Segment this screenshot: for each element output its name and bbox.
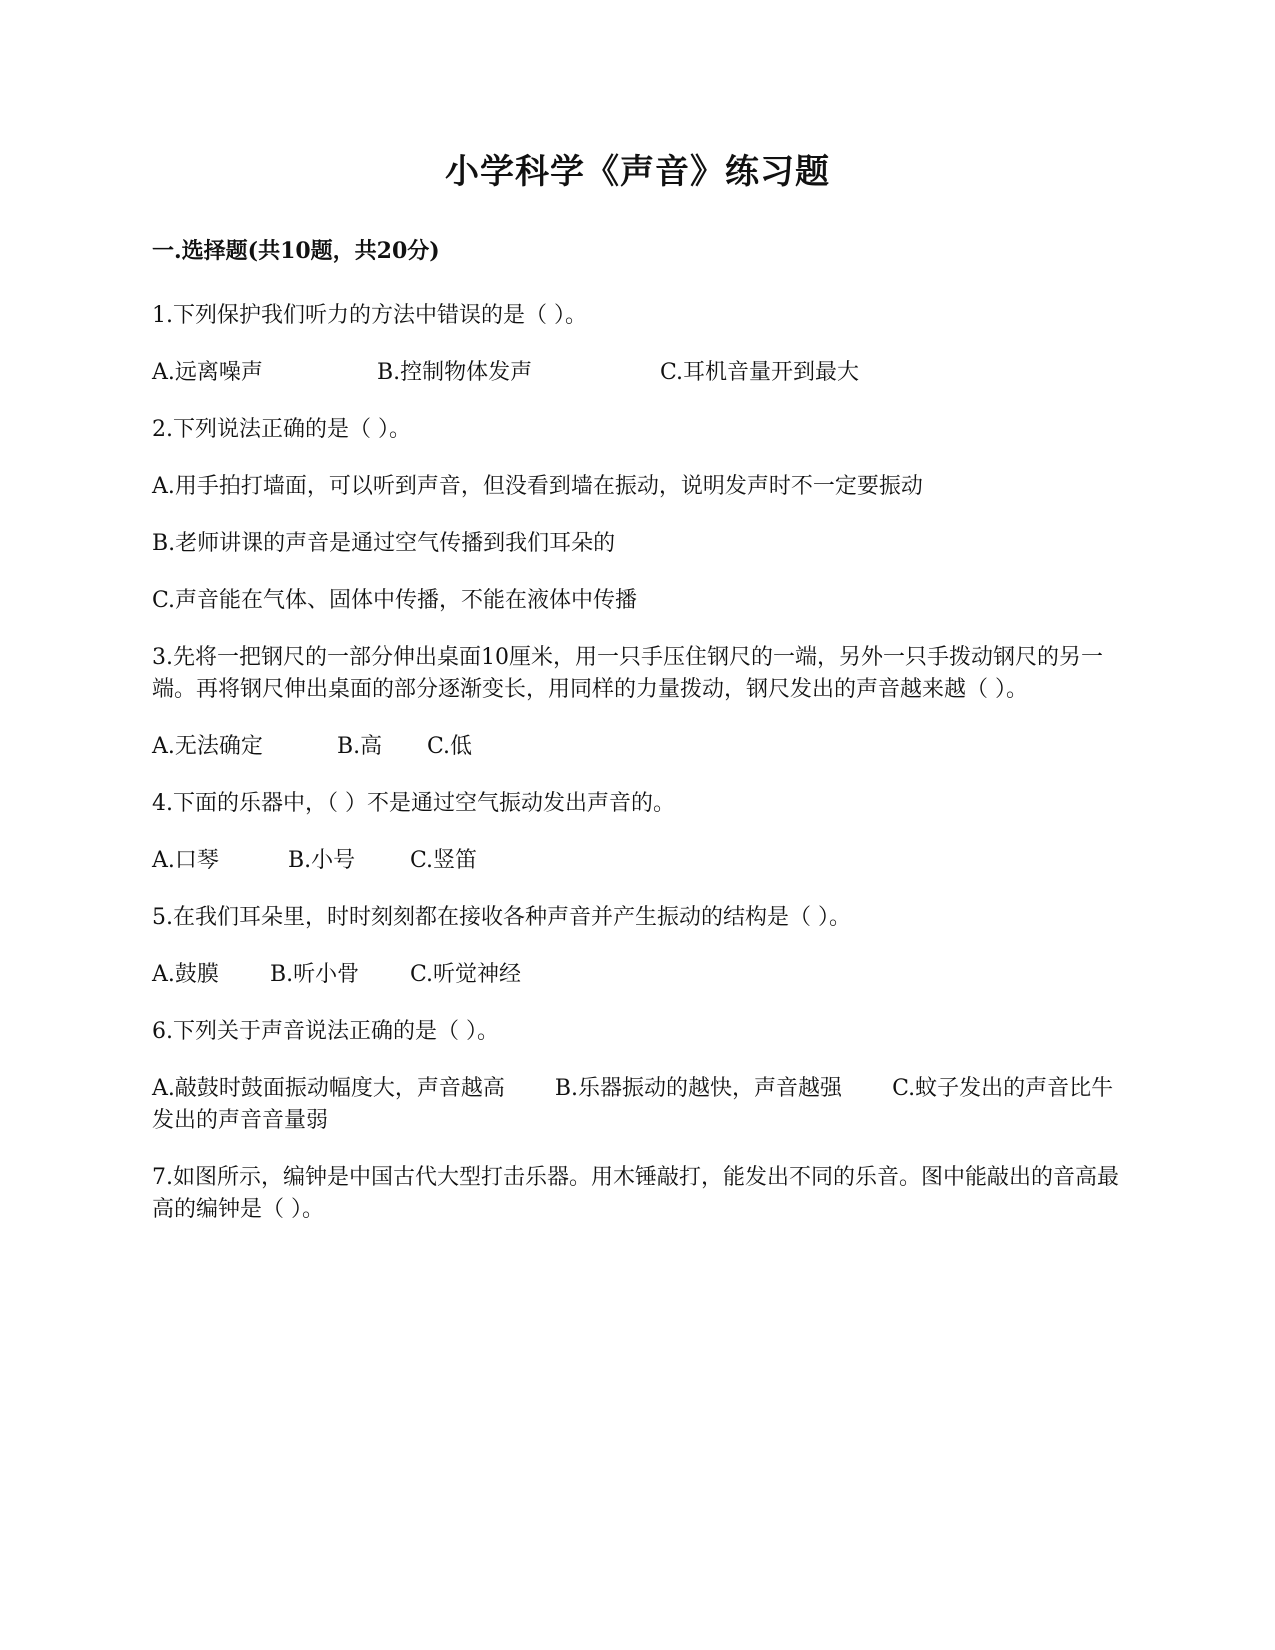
option-b: B.听小骨 [270, 962, 360, 987]
option-a: A.敲鼓时鼓面振动幅度大，声音越高 [152, 1076, 505, 1101]
option-c: C.听觉神经 [410, 962, 522, 987]
question-options [152, 959, 1132, 991]
section-heading: 一.选择题(共10题，共20分) [152, 238, 440, 264]
option-b: B.小号 [288, 848, 356, 873]
question-stem: 1.下列保护我们听力的方法中错误的是（ ）。 [152, 303, 587, 328]
question-stem: 6.下列关于声音说法正确的是（ ）。 [152, 1019, 499, 1044]
option-c: C.竖笛 [410, 848, 478, 873]
option-c: C.低 [427, 734, 473, 759]
option-c: C.耳机音量开到最大 [660, 360, 860, 385]
option-a: A.口琴 [152, 848, 219, 873]
option-b: B.控制物体发声 [377, 360, 533, 385]
question-stem: 4.下面的乐器中，（ ）不是通过空气振动发出声音的。 [152, 791, 675, 816]
question-options [152, 731, 1132, 763]
page-title: 小学科学《声音》练习题 [445, 152, 830, 192]
option-a: A.远离噪声 [152, 360, 263, 385]
question-stem: 7.如图所示，编钟是中国古代大型打击乐器。用木锤敲打，能发出不同的乐音。图中能敲出的音高最高的编钟是（ ）。 [152, 1165, 1119, 1222]
option-b: B.乐器振动的越快，声音越强 [554, 1076, 843, 1101]
question-options [152, 845, 1132, 877]
option-a: A.用手拍打墙面，可以听到声音，但没看到墙在振动，说明发声时不一定要振动 [152, 474, 923, 499]
question-options [152, 357, 1132, 389]
option-b: B.老师讲课的声音是通过空气传播到我们耳朵的 [152, 531, 616, 556]
question-stem: 2.下列说法正确的是（ ）。 [152, 417, 411, 442]
option-a: A.鼓膜 [152, 962, 219, 987]
option-c: C.声音能在气体、固体中传播，不能在液体中传播 [152, 588, 638, 613]
question-options [152, 1073, 1132, 1137]
option-a: A.无法确定 [152, 734, 263, 759]
question-stem: 5.在我们耳朵里，时时刻刻都在接收各种声音并产生振动的结构是（ ）。 [152, 905, 851, 930]
option-b: B.高 [337, 734, 383, 759]
question-stem: 3.先将一把钢尺的一部分伸出桌面10厘米，用一只手压住钢尺的一端，另外一只手拨动钢尺的另一端。再将钢尺伸出桌面的部分逐渐变长，用同样的力量拨动，钢尺发出的声音越来越（ ）。 [152, 645, 1103, 702]
question-list [152, 300, 1132, 1251]
option-c: C.蚊子发出的声音比牛发出的声音音量弱 [152, 1076, 1114, 1133]
